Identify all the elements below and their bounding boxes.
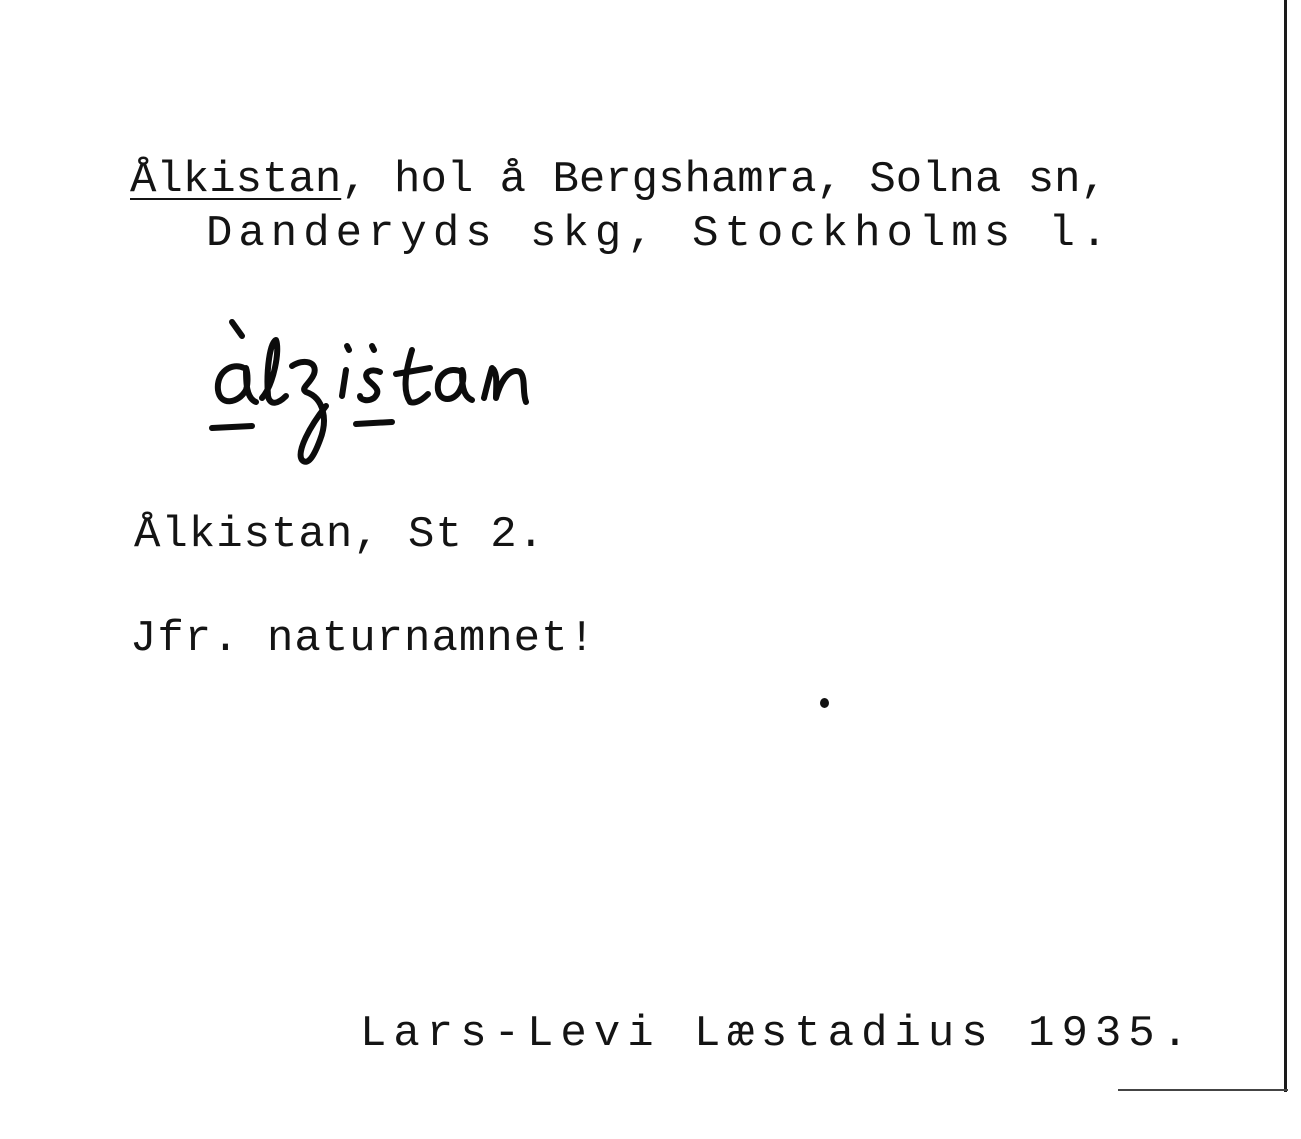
place-name-line xyxy=(130,155,1107,205)
card-bottom-edge xyxy=(1118,1089,1288,1091)
parish-line: Danderyds skg, Stockholms l. xyxy=(206,209,1114,259)
cross-reference-line: Jfr. naturnamnet! xyxy=(130,614,596,664)
source-reference-line: Ålkistan, St 2. xyxy=(134,510,546,560)
collector-signature: Lars-Levi Læstadius 1935. xyxy=(360,1009,1196,1059)
card-right-edge xyxy=(1284,0,1287,1092)
ink-speck xyxy=(820,698,829,708)
pronunciation-script xyxy=(196,310,616,480)
headword: Ålkistan xyxy=(130,155,342,205)
handwritten-pronunciation xyxy=(196,310,616,480)
location-description: , hol å Bergshamra, Solna sn, xyxy=(341,155,1107,205)
